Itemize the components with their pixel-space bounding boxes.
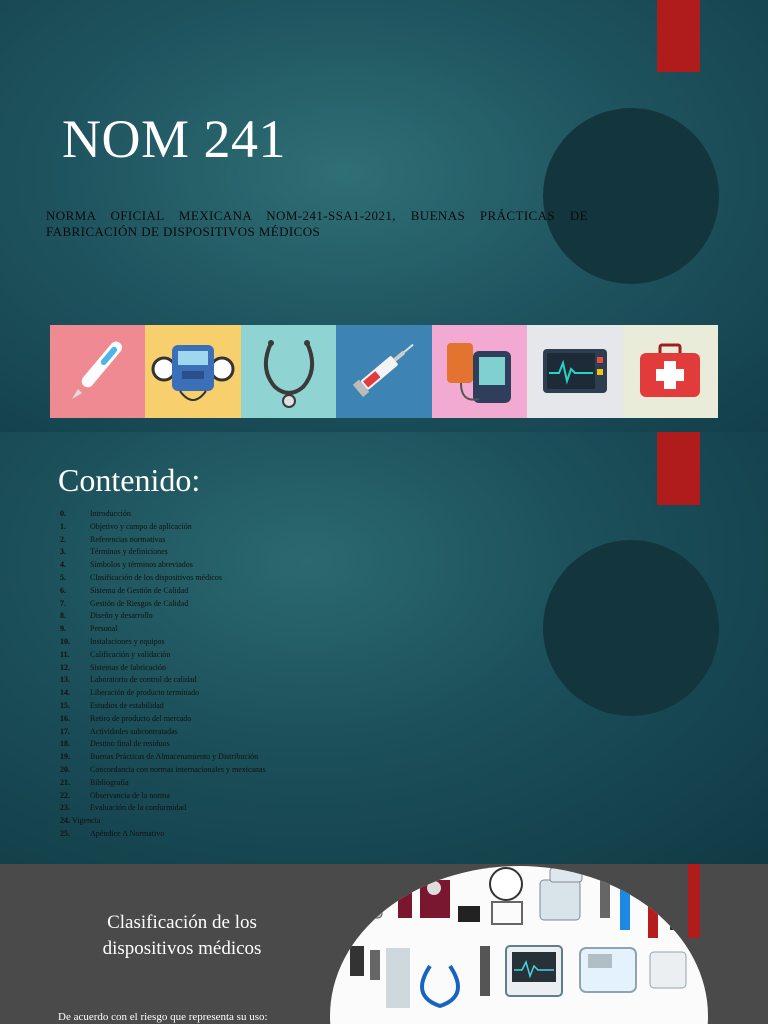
toc-item: 19. Buenas Prácticas de Almacenamiento y Distribución (60, 752, 259, 762)
toc-item: 5. Clasificación de los dispositivos médicos (60, 572, 222, 582)
digital-sphygmomanometer-icon (439, 329, 519, 414)
toc-item: 14. Liberación de producto terminado (60, 688, 200, 698)
medical-icons-strip (50, 325, 718, 418)
tile-heart-monitor (527, 325, 622, 418)
otoscope-red-icon (648, 868, 658, 938)
iv-pole-icon (336, 870, 348, 926)
tile-syringe (336, 325, 431, 418)
tile-bp-monitor (145, 325, 240, 418)
page-subtitle: NORMA OFICIAL MEXICANA NOM-241-SSA1-2021, BUENAS PRÁCTICAS DE FABRICACIÓN DE DISPOSITIVOS MÉDICOS (46, 208, 588, 239)
first-aid-kit-icon (630, 329, 710, 414)
toc-item: 6. Sistema de Gestión de Calidad (60, 585, 189, 595)
tile-digital-bp (432, 325, 527, 418)
toc-item: 23. Evaluación de la conformidad (60, 803, 187, 813)
toc-item: 16. Retiro de producto del mercado (60, 713, 192, 723)
toc-item: 4. Símbolos y términos abreviados (60, 560, 193, 570)
stethoscope-blue-icon (422, 966, 458, 1006)
toc-item: 7. Gestión de Riesgos de Calidad (60, 598, 189, 608)
toc-item: 10. Instalaciones y equipos (60, 636, 165, 646)
classification-text: De acuerdo con el riesgo que representa su uso: (58, 1011, 268, 1023)
tile-thermometer (50, 325, 145, 418)
toc-item: 21. Bibliografía (60, 777, 129, 787)
toc-item: 18. Destino final de residuos (60, 739, 170, 749)
otoscope-blue-icon (620, 870, 630, 930)
otoscope-icon (600, 868, 610, 918)
medical-devices-image (330, 866, 708, 1024)
toc-item: 11. Calificación y validación (60, 649, 171, 659)
toc-item: 8. Diseño y desarrollo (60, 611, 153, 621)
blood-pressure-monitor-icon (150, 329, 236, 414)
page-title: NOM 241 (62, 109, 287, 169)
toc-item: 20. Concordancia con normas internacionales y mexicanas (60, 764, 266, 774)
tile-first-aid (623, 325, 718, 418)
toc-item: 15. Estudios de estabilidad (60, 700, 164, 710)
decorative-circle (543, 540, 719, 716)
gauge-icon (490, 868, 522, 900)
toc-item: 25. Apéndice A Normativo (60, 828, 165, 838)
toc-item: 13. Laboratorio de control de calidad (60, 675, 197, 685)
accent-bar (657, 0, 700, 72)
toc-item: 22. Observancia de la norma (60, 790, 170, 800)
toc-item: 3. Términos y definiciones (60, 547, 168, 557)
stethoscope-icon (249, 329, 329, 414)
toc-item: 9. Personal (60, 624, 118, 634)
toc-item: 17. Actividades subcontratadas (60, 726, 178, 736)
syringe-icon (344, 329, 424, 414)
toc-item: 0. Introducción (60, 509, 131, 518)
classification-title: Clasificación de los dispositivos médicos (102, 912, 262, 959)
heart-monitor-icon (535, 329, 615, 414)
ophthalmoscope-icon (670, 870, 682, 930)
toc-item: 12. Sistemas de fabricación (60, 662, 166, 672)
device-icon (458, 906, 480, 922)
slide-title (0, 0, 768, 432)
cuff-wrap-icon (540, 880, 580, 920)
accent-bar (657, 432, 700, 505)
tile-stethoscope (241, 325, 336, 418)
toc-item: 2. Referencias normativas (60, 534, 166, 544)
slide-classification (0, 864, 768, 1024)
table-of-contents (60, 508, 266, 841)
toc-item: 1. Objetivo y campo de aplicación (60, 521, 192, 531)
toc-item: 24. Vigencia (60, 816, 101, 826)
cuff-icon (352, 898, 382, 918)
slide-contents (0, 432, 768, 864)
contents-heading: Contenido: (58, 462, 201, 498)
thermometer-icon (58, 329, 138, 414)
decorative-circle (543, 108, 719, 284)
accent-bar (688, 864, 700, 938)
blood-pressure-bulb-icon (398, 890, 412, 918)
